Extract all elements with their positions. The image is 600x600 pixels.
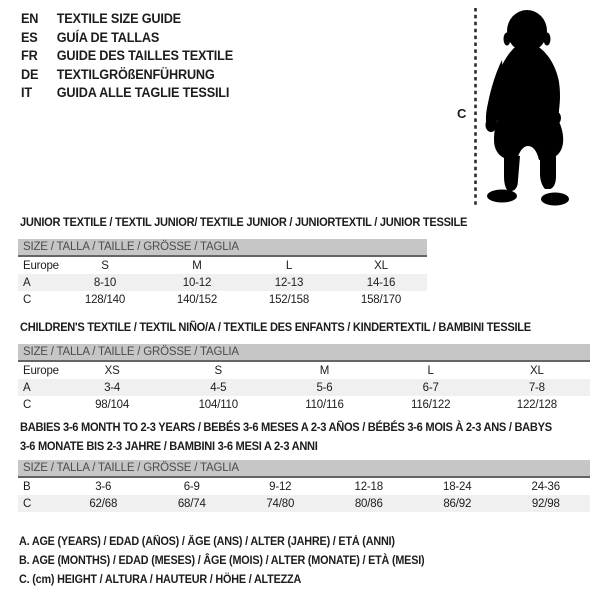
size-header-bar: SIZE / TALLA / TAILLE / GRÖSSE / TAGLIA bbox=[18, 460, 590, 478]
size-value-cell: XL bbox=[374, 259, 388, 272]
size-value-cell: 8-10 bbox=[93, 276, 117, 289]
size-value-cell: 14-16 bbox=[366, 276, 396, 289]
size-value-cell: 6-9 bbox=[183, 480, 200, 493]
size-value-cell: M bbox=[192, 259, 202, 272]
table-row bbox=[18, 274, 427, 291]
size-value-cell: 116/122 bbox=[410, 398, 451, 411]
language-code: ES bbox=[21, 29, 38, 45]
legend-line-b: B. AGE (MONTHS) / EDAD (MESES) / ÂGE (MOIS) / ALTER (MONATE) / ETÀ (MESI) bbox=[19, 554, 425, 567]
baby-silhouette-icon bbox=[482, 8, 574, 208]
table-row bbox=[18, 478, 590, 495]
heading-line-en bbox=[21, 10, 233, 29]
heading-text: GUIDA ALLE TAGLIE TESSILI bbox=[56, 85, 230, 100]
table-row bbox=[18, 379, 590, 396]
size-value-cell: M bbox=[319, 364, 330, 377]
size-header-bar: SIZE / TALLA / TAILLE / GRÖSSE / TAGLIA bbox=[18, 344, 590, 362]
size-value-cell: 10-12 bbox=[182, 276, 212, 289]
babies-size-table bbox=[18, 460, 590, 512]
table-row bbox=[18, 291, 427, 308]
height-dashed-line bbox=[473, 7, 478, 209]
table-row bbox=[18, 362, 590, 379]
size-value-cell: 7-8 bbox=[528, 381, 545, 394]
size-value-cell: 110/116 bbox=[305, 398, 344, 411]
heading-text: TEXTILE SIZE GUIDE bbox=[56, 11, 181, 26]
heading-text: GUÍA DE TALLAS bbox=[56, 29, 160, 45]
row-label-cell: B bbox=[23, 480, 31, 493]
row-label-cell: C bbox=[23, 398, 32, 411]
size-value-cell: 140/152 bbox=[176, 293, 218, 306]
size-value-cell: 152/158 bbox=[268, 293, 310, 306]
size-value-cell: 24-36 bbox=[531, 480, 560, 493]
heading-line-de bbox=[21, 66, 233, 85]
size-value-cell: 12-18 bbox=[354, 480, 383, 493]
size-value-cell: 62/68 bbox=[89, 497, 118, 510]
size-value-cell: 5-6 bbox=[316, 381, 333, 394]
language-code: EN bbox=[21, 11, 39, 26]
size-value-cell: L bbox=[427, 364, 434, 377]
row-label-cell: Europe bbox=[23, 259, 59, 272]
size-value-cell: 122/128 bbox=[516, 398, 557, 411]
row-label-cell: A bbox=[23, 381, 31, 394]
junior-size-table bbox=[18, 239, 427, 308]
heading-line-fr bbox=[21, 47, 233, 66]
row-label-cell: C bbox=[23, 497, 32, 510]
size-value-cell: XS bbox=[104, 364, 120, 377]
size-value-cell: 68/74 bbox=[177, 497, 206, 510]
size-value-cell: 6-7 bbox=[422, 381, 439, 394]
heading-line-it bbox=[21, 84, 233, 103]
size-value-cell: 98/104 bbox=[95, 398, 130, 411]
language-code: DE bbox=[21, 66, 39, 82]
size-value-cell: 18-24 bbox=[443, 480, 472, 493]
language-code: IT bbox=[21, 85, 32, 100]
size-value-cell: 4-5 bbox=[210, 381, 227, 394]
size-value-cell: 9-12 bbox=[269, 480, 292, 493]
size-value-cell: 128/140 bbox=[84, 293, 126, 306]
legend-line-c: C. (cm) HEIGHT / ALTURA / HAUTEUR / HÖHE / ALTEZZA bbox=[19, 573, 302, 586]
size-value-cell: L bbox=[285, 259, 293, 272]
heading-text: GUIDE DES TAILLES TEXTILE bbox=[56, 48, 233, 63]
babies-table-title: BABIES 3-6 MONTH TO 2-3 YEARS / BEBÉS 3-6 MESES A 2-3 AÑOS / BÉBÉS 3-6 MOIS À 2-3 ANS / BABYS 3-6 MONATE BIS 2-3 JAHRE / BAMBINI 3-6 MESI A 2-3 ANNI bbox=[20, 420, 552, 453]
children-size-table bbox=[18, 344, 590, 413]
heading-line-es bbox=[21, 29, 233, 48]
table-row bbox=[18, 257, 427, 274]
legend-line-a: A. AGE (YEARS) / EDAD (AÑOS) / ÂGE (ANS) / ALTER (JAHRE) / ETÀ (ANNI) bbox=[19, 536, 395, 548]
size-value-cell: 86/92 bbox=[443, 497, 472, 510]
size-value-cell: 12-13 bbox=[274, 276, 304, 289]
row-label-cell: Europe bbox=[23, 364, 59, 377]
size-value-cell: 92/98 bbox=[531, 497, 560, 510]
table-row bbox=[18, 495, 590, 512]
children-table-title: CHILDREN'S TEXTILE / TEXTIL NIÑO/A / TEXTILE DES ENFANTS / KINDERTEXTIL / BAMBINI TESSILE bbox=[20, 320, 531, 334]
height-measure-label: C bbox=[457, 106, 467, 121]
size-value-cell: S bbox=[214, 364, 223, 377]
legend-block bbox=[19, 533, 424, 589]
row-label-cell: C bbox=[23, 293, 32, 306]
size-value-cell: 104/110 bbox=[198, 398, 238, 411]
size-value-cell: 3-6 bbox=[95, 480, 112, 493]
size-value-cell: 80/86 bbox=[354, 497, 383, 510]
size-value-cell: 158/170 bbox=[360, 293, 402, 306]
size-value-cell: 3-4 bbox=[104, 381, 121, 394]
language-code: FR bbox=[21, 48, 38, 63]
size-header-bar: SIZE / TALLA / TAILLE / GRÖSSE / TAGLIA bbox=[18, 239, 427, 257]
table-row bbox=[18, 396, 590, 413]
size-value-cell: S bbox=[101, 259, 109, 272]
junior-table-title: JUNIOR TEXTILE / TEXTIL JUNIOR/ TEXTILE JUNIOR / JUNIORTEXTIL / JUNIOR TESSILE bbox=[20, 215, 468, 229]
size-value-cell: XL bbox=[530, 364, 544, 377]
row-label-cell: A bbox=[23, 276, 31, 289]
heading-text: TEXTILGRÖßENFÜHRUNG bbox=[56, 66, 215, 82]
size-value-cell: 74/80 bbox=[266, 497, 295, 510]
language-heading-block bbox=[21, 10, 233, 103]
